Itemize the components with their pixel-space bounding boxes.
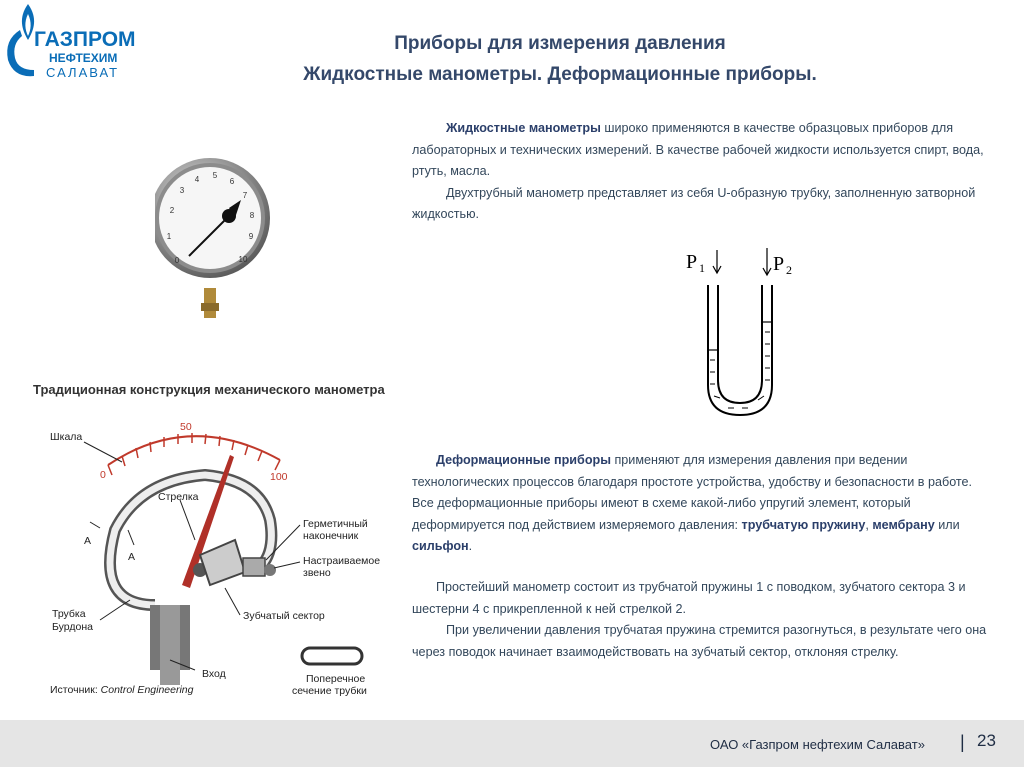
scheme-title: Традиционная конструкция механического манометра bbox=[33, 382, 385, 397]
svg-text:7: 7 bbox=[242, 191, 248, 200]
svg-text:3: 3 bbox=[179, 186, 185, 195]
label-tip-2: наконечник bbox=[303, 530, 359, 542]
label-scale: Шкала bbox=[50, 431, 83, 443]
svg-text:50: 50 bbox=[180, 421, 192, 433]
svg-text:4: 4 bbox=[194, 175, 200, 184]
label-a-left: A bbox=[84, 535, 92, 547]
svg-text:P: P bbox=[686, 251, 698, 273]
label-cross-1: Поперечное bbox=[306, 673, 366, 685]
svg-text:0: 0 bbox=[100, 469, 106, 481]
label-tube-1: Трубка bbox=[52, 608, 86, 620]
label-tip-1: Герметичный bbox=[303, 518, 368, 530]
svg-text:6: 6 bbox=[229, 177, 235, 186]
mechanical-manometer-diagram bbox=[30, 400, 410, 705]
liquid-manometers-term: Жидкостные манометры bbox=[446, 121, 601, 135]
label-arrow: Стрелка bbox=[158, 491, 199, 503]
source-caption: Источник: Control Engineering bbox=[50, 684, 194, 696]
svg-text:100: 100 bbox=[270, 471, 288, 483]
label-link-1: Настраиваемое bbox=[303, 555, 381, 567]
logo-line2: НЕФТЕХИМ bbox=[49, 51, 118, 65]
label-tube-2: Бурдона bbox=[52, 621, 93, 633]
svg-text:P: P bbox=[773, 253, 785, 275]
deformation-devices-text: Деформационные приборы применяют для измерения давления при ведении технологических процессов благодаря простоте устройства, удобству и безопасности в работе. Все деформационные приборы имеют в схеме какой-либо упругий элемент, который деформируется под действием измеряемого давления: трубчатую пружину, мембрану или сильфон. bbox=[412, 453, 973, 553]
simple-manometer-text: Простейший манометр состоит из трубчатой пружины 1 с поводком, зубчатого сектора 3 и шестерни 4 с прикрепленной к ней стрелкой 2. При увеличении давления трубчатая пружина стремится разогнуться, в результате чего она через поводок начинает взаимодействовать на зубчатый сектор, отклоняя стрелку. bbox=[412, 580, 987, 659]
label-sector: Зубчатый сектор bbox=[243, 610, 325, 622]
svg-text:5: 5 bbox=[212, 171, 218, 180]
svg-text:1: 1 bbox=[699, 261, 705, 275]
page-title: Приборы для измерения давления bbox=[394, 33, 726, 54]
deformation-devices-term: Деформационные приборы bbox=[436, 453, 611, 467]
label-link-2: звено bbox=[303, 567, 331, 579]
u-tube-description: Двухтрубный манометр представляет из себя U-образную трубку, заполненную затворной жидкостью. bbox=[412, 185, 976, 221]
svg-text:2: 2 bbox=[786, 263, 792, 277]
svg-text:8: 8 bbox=[249, 211, 255, 220]
footer-separator: | bbox=[960, 732, 965, 752]
svg-text:10: 10 bbox=[238, 255, 248, 264]
pressure-gauge-image bbox=[155, 138, 280, 343]
svg-text:1: 1 bbox=[166, 232, 172, 241]
company-logo bbox=[0, 0, 150, 85]
u-tube-manometer-diagram bbox=[680, 240, 800, 420]
logo-line1: ГАЗПРОМ bbox=[34, 28, 136, 51]
svg-text:9: 9 bbox=[248, 232, 254, 241]
page-subtitle: Жидкостные манометры. Деформационные приборы. bbox=[303, 64, 817, 85]
label-inlet: Вход bbox=[202, 668, 226, 680]
label-cross-2: сечение трубки bbox=[292, 685, 367, 697]
liquid-manometers-text: Жидкостные манометры широко применяются в качестве образцовых приборов для лабораторных и технических измерений. В качестве рабочей жидкости используется спирт, вода, ртуть, масла. Двухтрубный манометр представляет из себя U-образную трубку, заполненную затворной жидкостью. bbox=[412, 121, 984, 221]
svg-text:2: 2 bbox=[169, 206, 175, 215]
logo-line3: САЛАВАТ bbox=[46, 65, 120, 80]
page-number: 23 bbox=[977, 731, 996, 750]
footer-company: ОАО «Газпром нефтехим Салават» bbox=[710, 737, 925, 752]
label-a-right: A bbox=[128, 551, 136, 563]
svg-text:0: 0 bbox=[174, 256, 180, 265]
